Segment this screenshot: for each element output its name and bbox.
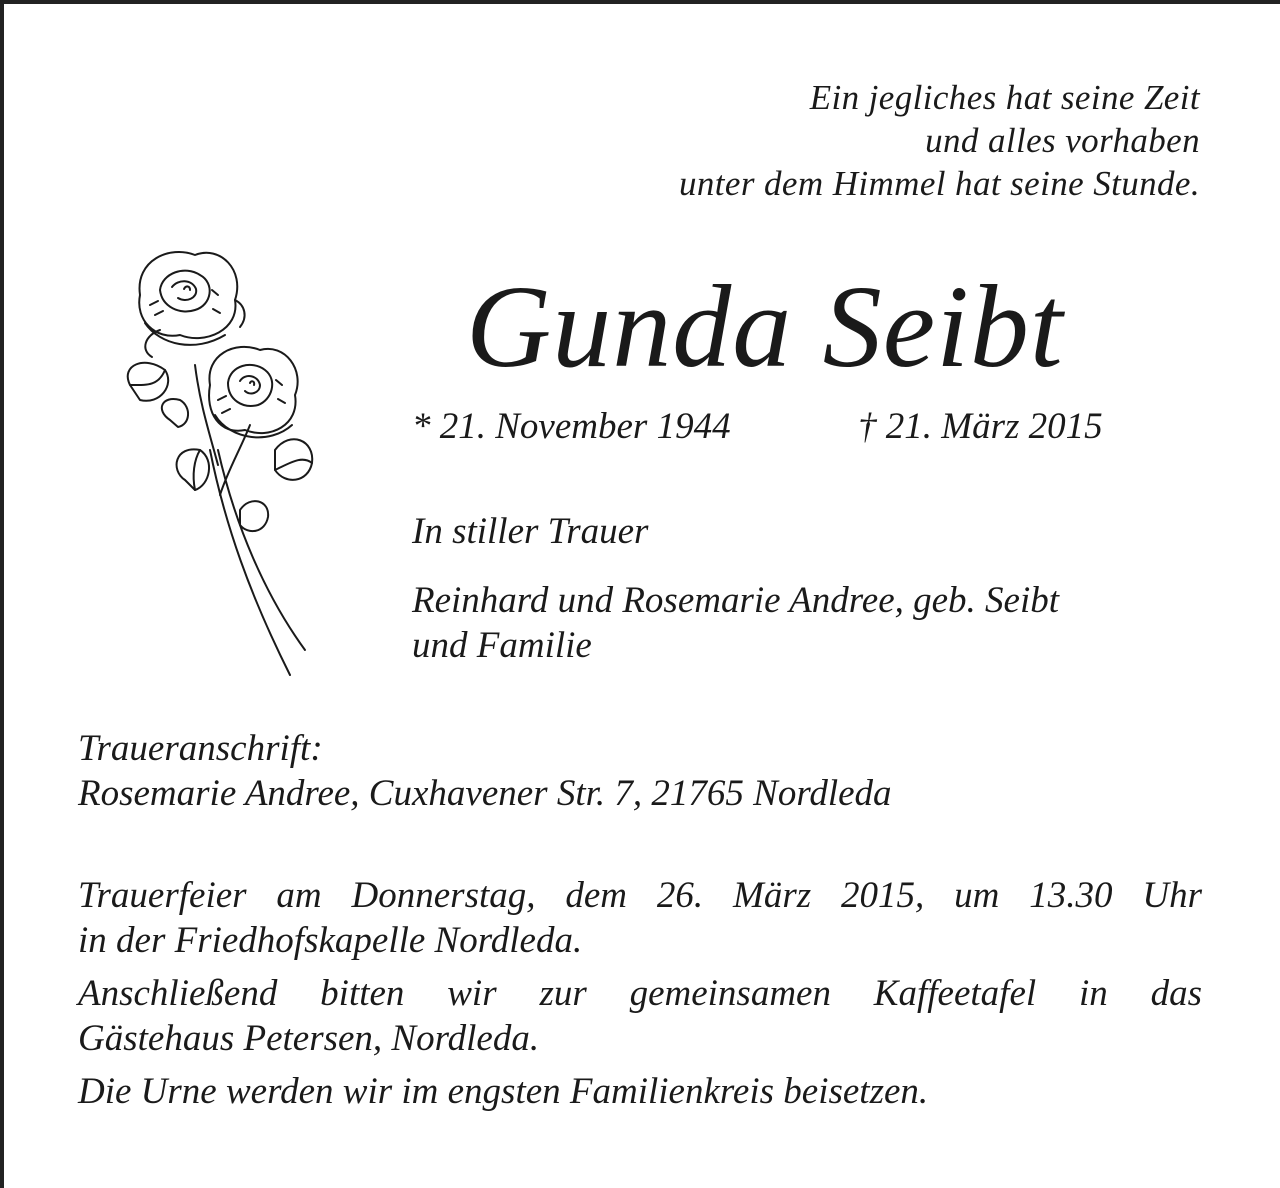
deceased-name: Gunda Seibt — [466, 261, 1064, 392]
coffee-line: Gästehaus Petersen, Nordleda. — [78, 1018, 540, 1059]
birth-date: * 21. November 1944 — [412, 406, 731, 447]
mourning-intro: In stiller Trauer — [412, 511, 649, 552]
coffee-line: Anschließend bitten wir zur gemeinsamen Kaffeetafel in das — [78, 973, 1202, 1014]
ceremony-line: in der Friedhofskapelle Nordleda. — [78, 920, 583, 961]
motto-verse — [679, 76, 1200, 205]
urn-paragraph — [78, 1069, 1202, 1114]
urn-line: Die Urne werden wir im engsten Familienkreis beisetzen. — [78, 1071, 929, 1112]
mourners-list — [412, 578, 1059, 668]
address-value: Rosemarie Andree, Cuxhavener Str. 7, 21765 Nordleda — [78, 773, 892, 814]
mourners-line: Reinhard und Rosemarie Andree, geb. Seibt — [412, 580, 1060, 621]
rose-illustration-icon — [100, 235, 330, 685]
motto-line: und alles vorhaben — [925, 121, 1200, 160]
coffee-paragraph — [78, 971, 1202, 1061]
death-date: † 21. März 2015 — [858, 406, 1103, 447]
motto-line: unter dem Himmel hat seine Stunde. — [679, 164, 1200, 203]
ceremony-paragraph — [78, 873, 1202, 963]
mourning-address — [78, 726, 892, 816]
service-details — [78, 873, 1202, 1122]
mourners-line: und Familie — [412, 625, 592, 666]
address-label: Traueranschrift: — [78, 728, 323, 769]
ceremony-line: Trauerfeier am Donnerstag, dem 26. März 2015, um 13.30 Uhr — [78, 875, 1202, 916]
motto-line: Ein jegliches hat seine Zeit — [809, 78, 1200, 117]
